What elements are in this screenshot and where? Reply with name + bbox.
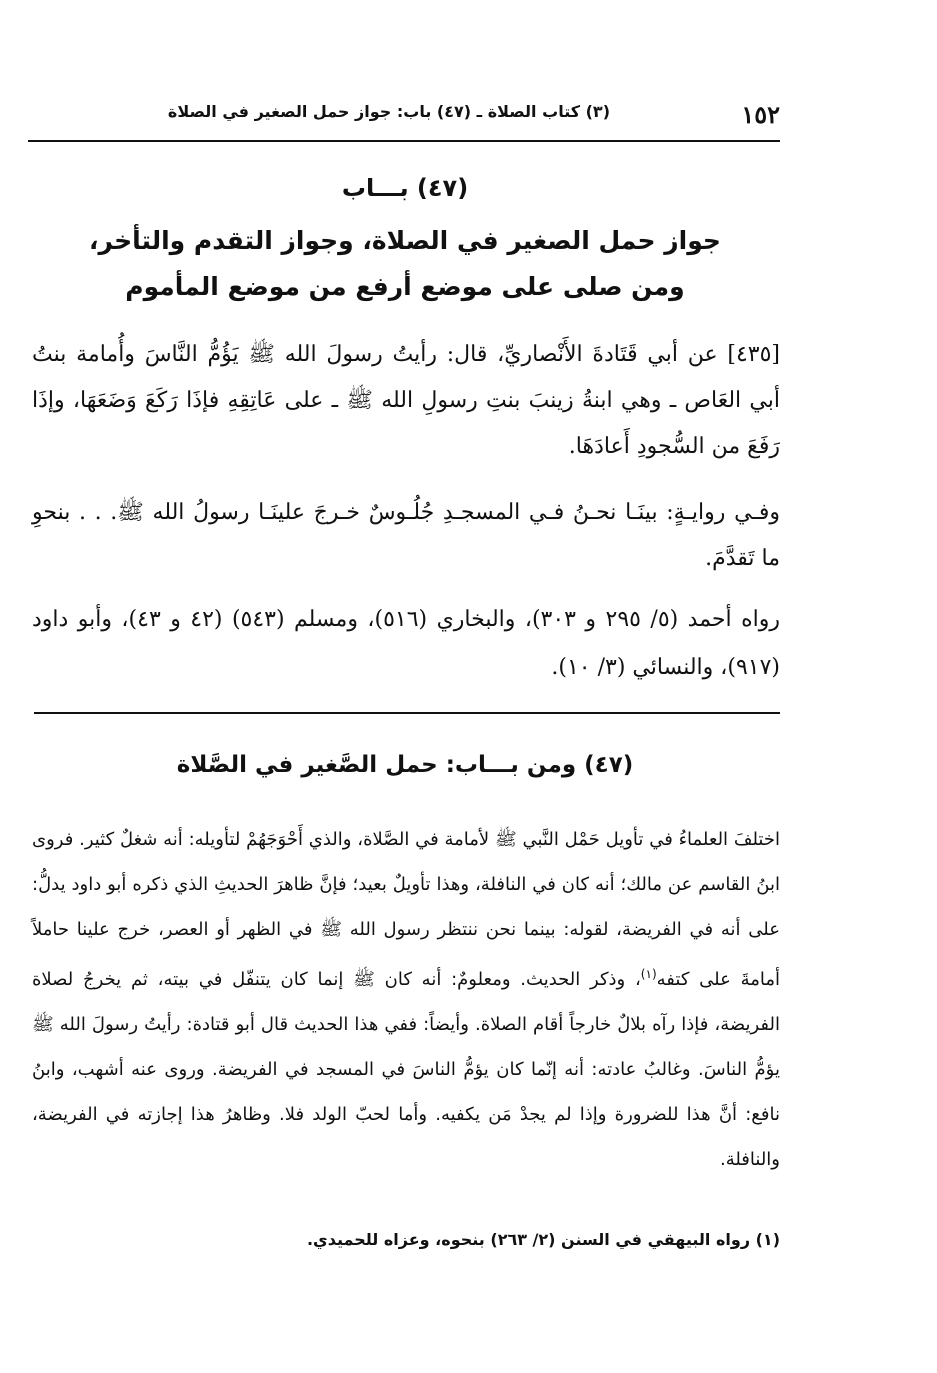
section-divider <box>34 712 780 714</box>
footnote-marker: (١) <box>640 967 657 982</box>
commentary-text-part-2: ، وذكر الحديث. ومعلومٌ: أنه كان ﷺ إنما كان يتنفّل في بيته، ثم يخرجُ لصلاة الفريضة، فإذا رآه بلالٌ خارجاً أقام الصلاة. وأيضاً: ففي هذا الحديث قال أبو قتادة: رأيتُ رسولَ الله ﷺ يؤمُّ الناسَ. وغالبُ عادته: أنه إنّما كان يؤمُّ الناسَ في المسجد في الفريضة. وروى عنه أشهب، وابنُ نافع: أنَّ هذا للضرورة وإذا لم يجدْ مَن يكفيه. وأما لحبّ الولد فلا. وظاهرُ هذا إجازته في الفريضة، والنافلة. <box>32 969 780 1170</box>
page-number: ١٥٢ <box>741 100 780 129</box>
running-title: (٣) كتاب الصلاة ـ (٤٧) باب: جواز حمل الصغير في الصلاة <box>167 102 610 121</box>
commentary-heading: (٤٧) ومن بـــاب: حمل الصَّغير في الصَّلاة <box>176 752 634 778</box>
page-header <box>28 96 780 134</box>
header-divider <box>28 140 780 142</box>
chapter-title-line-2: ومن صلى على موضع أرفع من موضع المأموم <box>125 272 685 301</box>
commentary-text-part-1: اختلفَ العلماءُ في تأويل حَمْل النَّبي ﷺ لأمامة في الصَّلاة، والذي أَحْوَجَهُمْ لتأويله: أنه شغلٌ كثير. فروى ابنُ القاسم عن مالك؛ أنه كان في النافلة، وهذا تأويلٌ بعيد؛ فإنَّ ظاهرَ الحديثِ الذي ذكره أبو داود يدلُّ: على أنه في الفريضة، لقوله: بينما نحن ننتظر رسول الله ﷺ في الظهر أو العصر، خرج علينا حاملاً أمامةَ على كتفه <box>32 829 781 991</box>
hadith-variant: وفـي روايـةٍ: بينَـا نحـنُ فـي المسجـدِ جُلُـوسٌ خـرجَ علينَـا رسولُ الله ﷺ. . . بنحوِ ما تَقدَّمَ. <box>32 500 780 571</box>
hadith-takhrij: رواه أحمد (٥/ ٢٩٥ و ٣٠٣)، والبخاري (٥١٦)، ومسلم (٥٤٣) (٤٢ و ٤٣)، وأبو داود (٩١٧)، والنسائي (٣/ ١٠). <box>32 607 780 680</box>
footnote: (١) رواه البيهقي في السنن (٢/ ٢٦٣) بنحوه، وعزاه للحميدي. <box>306 1230 780 1249</box>
commentary-text <box>32 818 780 1182</box>
chapter-title-line-1: جواز حمل الصغير في الصلاة، وجواز التقدم والتأخر، <box>89 226 721 255</box>
chapter-number: (٤٧) بـــاب <box>341 174 469 202</box>
hadith-text: [٤٣٥] عن أبي قَتَادةَ الأَنْصاريِّ، قال: رأيتُ رسولَ الله ﷺ يَؤُمُّ النَّاسَ وأُمامة بنتُ أبي العَاص ـ وهي ابنةُ زينبَ بنتِ رسولِ الله ﷺ ـ على عَاتِقِهِ فإذَا رَكَعَ وَضَعَهَا، وإذَا رَفَعَ من السُّجودِ أَعادَهَا. <box>32 342 780 459</box>
